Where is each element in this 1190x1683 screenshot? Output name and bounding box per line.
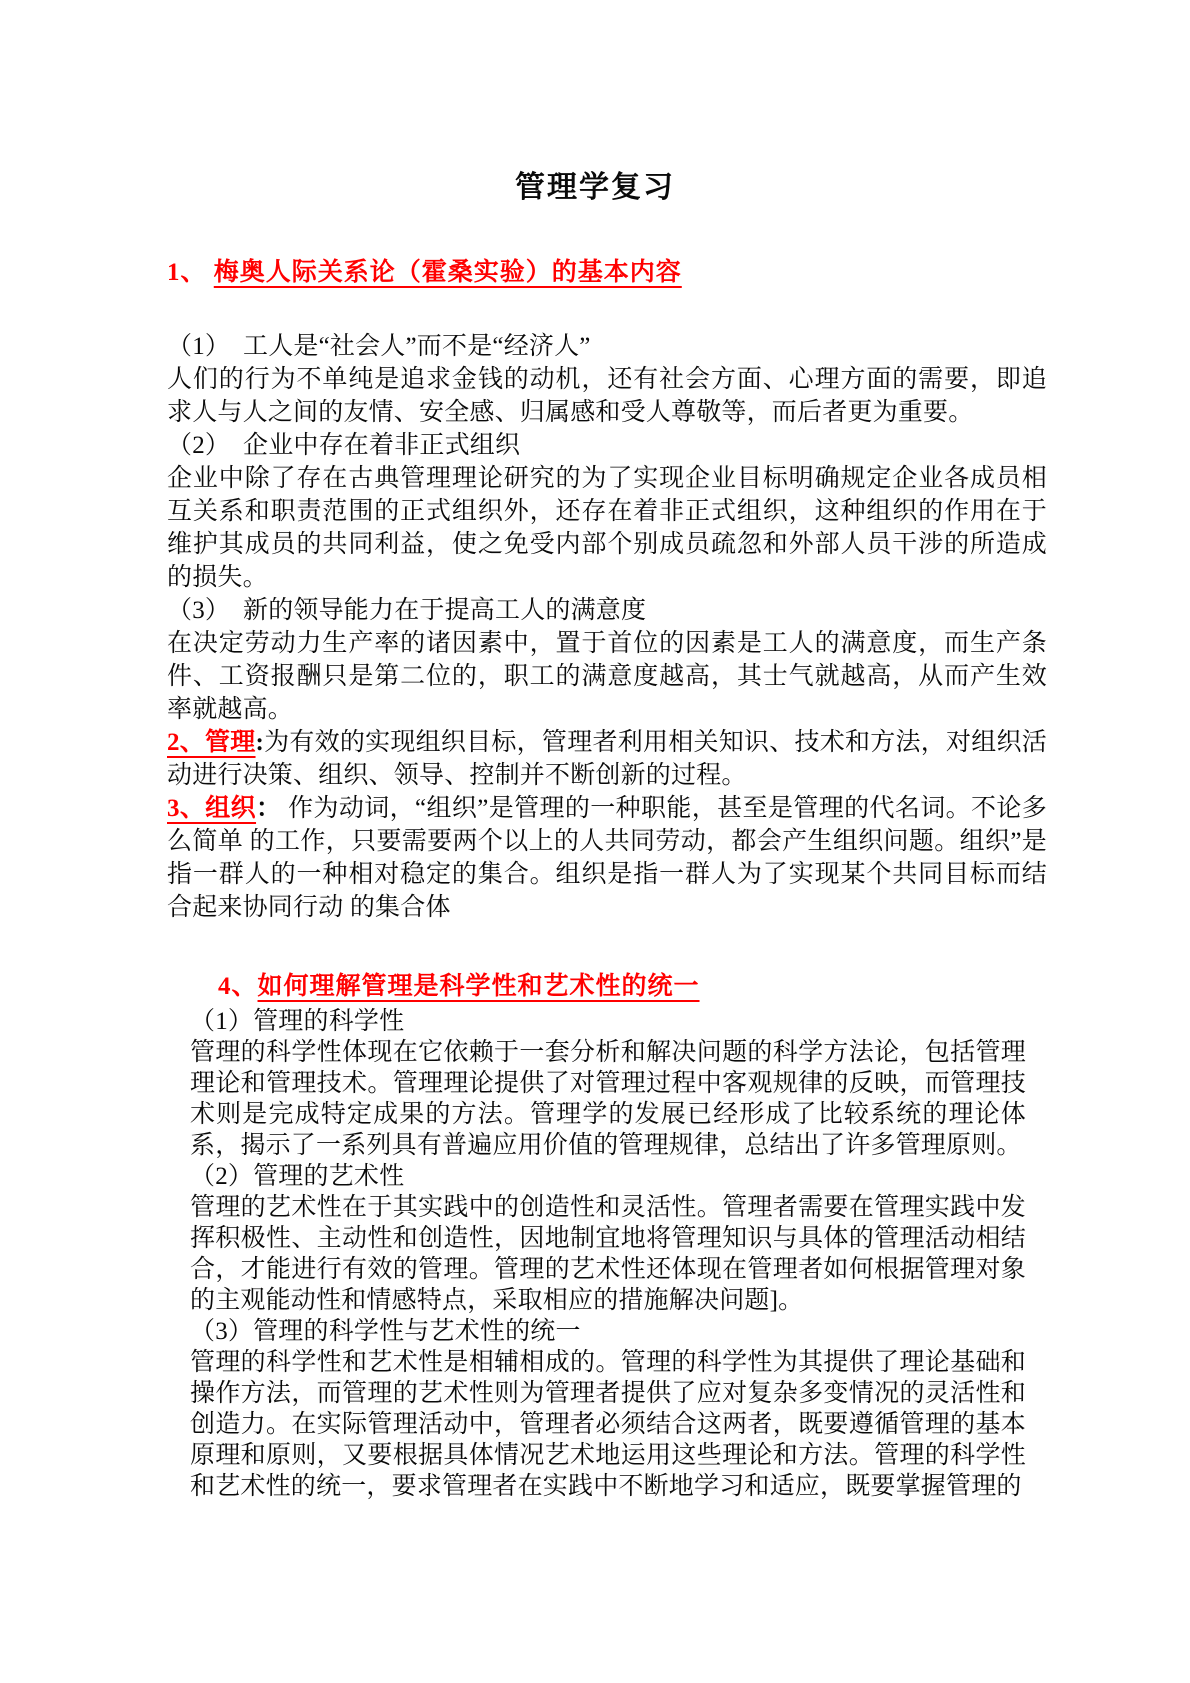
s4-para-1: （1）管理的科学性 [190, 1008, 405, 1035]
definition-organization-colon: ： [256, 795, 282, 822]
document-title: 管理学复习 [515, 171, 675, 204]
s1-para-5: （3） 新的领导能力在于提高工人的满意度 [167, 597, 647, 624]
section-4-body [190, 1006, 1026, 1502]
definition-organization [167, 792, 1047, 924]
section-4-title: 如何理解管理是科学性和艺术性的统一 [257, 973, 700, 1000]
definition-organization-label: 3、组织 [167, 795, 257, 822]
s4-para-4: 管理的艺术性在于其实践中的创造性和灵活性。管理者需要在管理实践中发挥积极性、主动性和创造性，因地制宜地将管理知识与具体的管理活动相结合，才能进行有效的管理。管理的艺术性还体现在管理者如何根据管理对象的主观能动性和情感特点，采取相应的措施解决问题]。 [190, 1194, 1026, 1314]
s4-para-2: 管理的科学性体现在它依赖于一套分析和解决问题的科学方法论，包括管理理论和管理技术。管理理论提供了对管理过程中客观规律的反映，而管理技术则是完成特定成果的方法。管理学的发展已经形成了比较系统的理论体系，揭示了一系列具有普遍应用价值的管理规律，总结出了许多管理原则。 [190, 1039, 1026, 1159]
s4-para-3: （2）管理的艺术性 [190, 1163, 405, 1190]
definition-management-label: 2、管理 [167, 729, 256, 756]
definition-organization-text: 作为动词，“组织”是管理的一种职能，甚至是管理的代名词。不论多么简单 的工作，只要需要两个以上的人共同劳动，都会产生组织问题。组织”是指一群人的一种相对稳定的集合。组织是指一群人为了实现某个共同目标而结合起来协同行动 的集合体 [167, 795, 1047, 921]
s1-para-2: 人们的行为不单纯是追求金钱的动机，还有社会方面、心理方面的需要，即追求人与人之间的友情、安全感、归属感和受人尊敬等，而后者更为重要。 [167, 366, 1047, 426]
s4-para-5: （3）管理的科学性与艺术性的统一 [190, 1318, 581, 1345]
s1-para-4: 企业中除了存在古典管理理论研究的为了实现企业目标明确规定企业各成员相互关系和职责范围的正式组织外，还存在着非正式组织，这种组织的作用在于维护其成员的共同利益，使之免受内部个别成员疏忽和外部人员干涉的所造成的损失。 [167, 465, 1047, 591]
section-1-title: 梅奥人际关系论（霍桑实验）的基本内容 [213, 259, 682, 286]
section-4-heading [190, 970, 1190, 1004]
s1-para-3: （2） 企业中存在着非正式组织 [167, 432, 521, 459]
section-4-number: 4、 [218, 973, 258, 1000]
definition-management-colon: : [255, 729, 265, 756]
section-1-body [167, 330, 1047, 924]
definition-management-text: 为有效的实现组织目标，管理者利用相关知识、技术和方法，对组织活动进行决策、组织、领导、控制并不断创新的过程。 [167, 729, 1047, 789]
s4-para-6: 管理的科学性和艺术性是相辅相成的。管理的科学性为其提供了理论基础和操作方法，而管理的艺术性则为管理者提供了应对复杂多变情况的灵活性和创造力。在实际管理活动中，管理者必须结合这两者，既要遵循管理的基本原理和原则，又要根据具体情况艺术地运用这些理论和方法。管理的科学性和艺术性的统一，要求管理者在实践中不断地学习和适应，既要掌握管理的 [190, 1349, 1026, 1500]
section-1-heading [167, 256, 1190, 290]
s1-para-1: （1） 工人是“社会人”而不是“经济人” [167, 333, 591, 360]
section-1-number: 1、 [167, 259, 214, 286]
s1-para-6: 在决定劳动力生产率的诸因素中，置于首位的因素是工人的满意度，而生产条件、工资报酬只是第二位的，职工的满意度越高，其士气就越高，从而产生效率就越高。 [167, 630, 1047, 723]
definition-management [167, 726, 1047, 792]
